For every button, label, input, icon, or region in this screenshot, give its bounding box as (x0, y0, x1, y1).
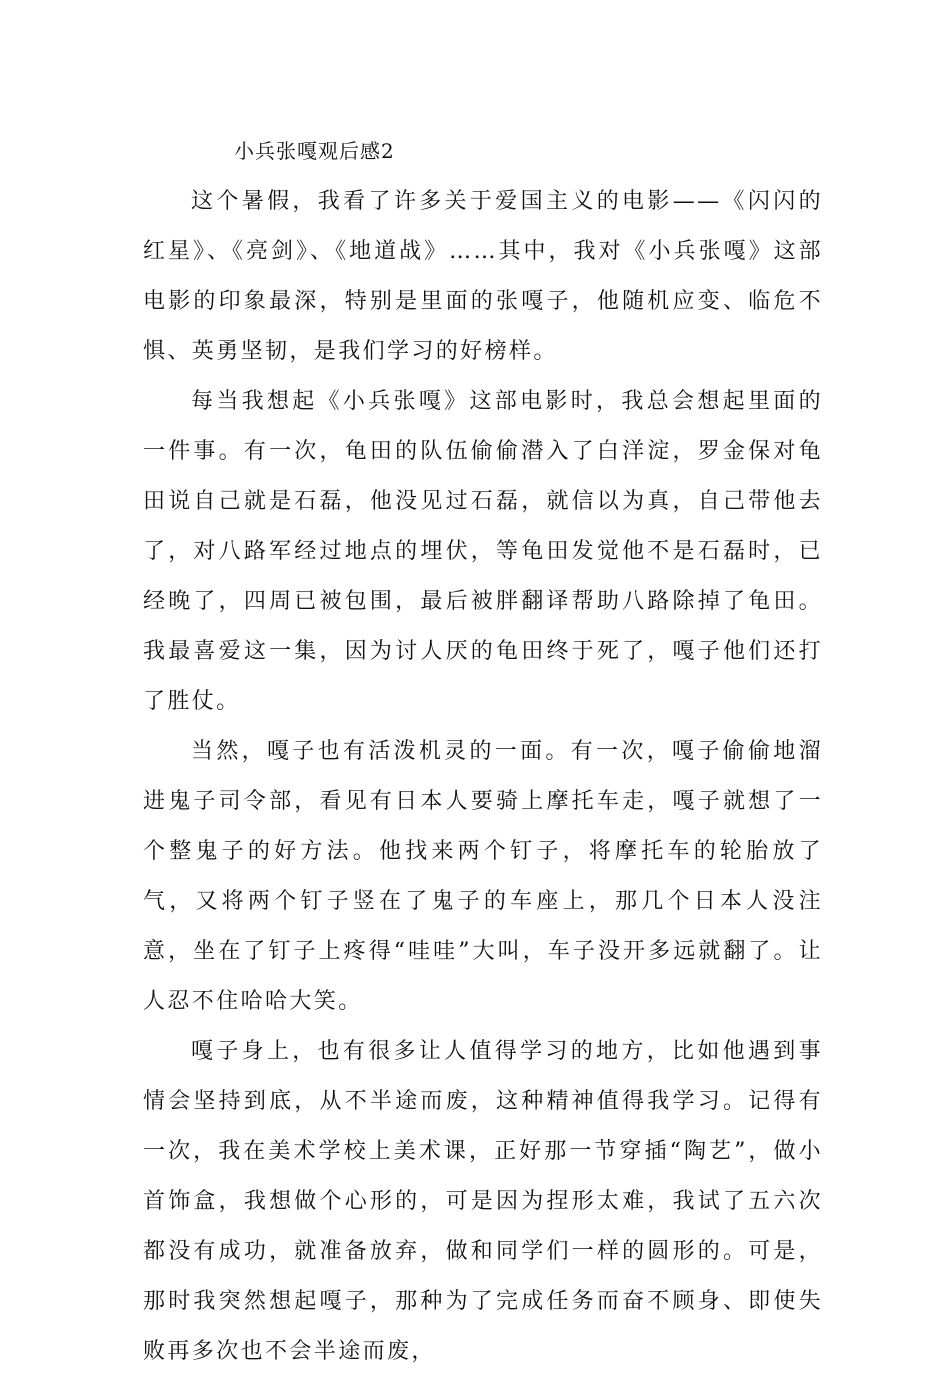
document-title: 小兵张嘎观后感2 (234, 139, 395, 163)
paragraph-3: 当然，嘎子也有活泼机灵的一面。有一次，嘎子偷偷地溜进鬼子司令部，看见有日本人要骑上摩托车走，嘎子就想了一个整鬼子的好方法。他找来两个钉子，将摩托车的轮胎放了气，又将两个钉子竖在了鬼子的车座上，那几个日本人没注意，坐在了钉子上疼得“哇哇”大叫，车子没开多远就翻了。让人忍不住哈哈大笑。 (143, 739, 823, 1014)
paragraph-2: 每当我想起《小兵张嘎》这部电影时，我总会想起里面的一件事。有一次，龟田的队伍偷偷潜入了白洋淀，罗金保对龟田说自己就是石磊，他没见过石磊，就信以为真，自己带他去了，对八路军经过地点的埋伏，等龟田发觉他不是石磊时，已经晚了，四周已被包围，最后被胖翻译帮助八路除掉了龟田。我最喜爱这一集，因为讨人厌的龟田终于死了，嘎子他们还打了胜仗。 (143, 389, 823, 714)
paragraph-1: 这个暑假，我看了许多关于爱国主义的电影——《闪闪的红星》、《亮剑》、《地道战》……其中，我对《小兵张嘎》这部电影的印象最深，特别是里面的张嘎子，他随机应变、临危不惧、英勇坚韧，是我们学习的好榜样。 (143, 189, 823, 364)
paragraph-4: 嘎子身上，也有很多让人值得学习的地方，比如他遇到事情会坚持到底，从不半途而废，这种精神值得我学习。记得有一次，我在美术学校上美术课，正好那一节穿插“陶艺”，做小首饰盒，我想做个心形的，可是因为捏形太难，我试了五六次都没有成功，就准备放弃，做和同学们一样的圆形的。可是，那时我突然想起嘎子，那种为了完成任务而奋不顾身、即使失败再多次也不会半途而废， (143, 1039, 823, 1364)
document-body (143, 177, 823, 1377)
